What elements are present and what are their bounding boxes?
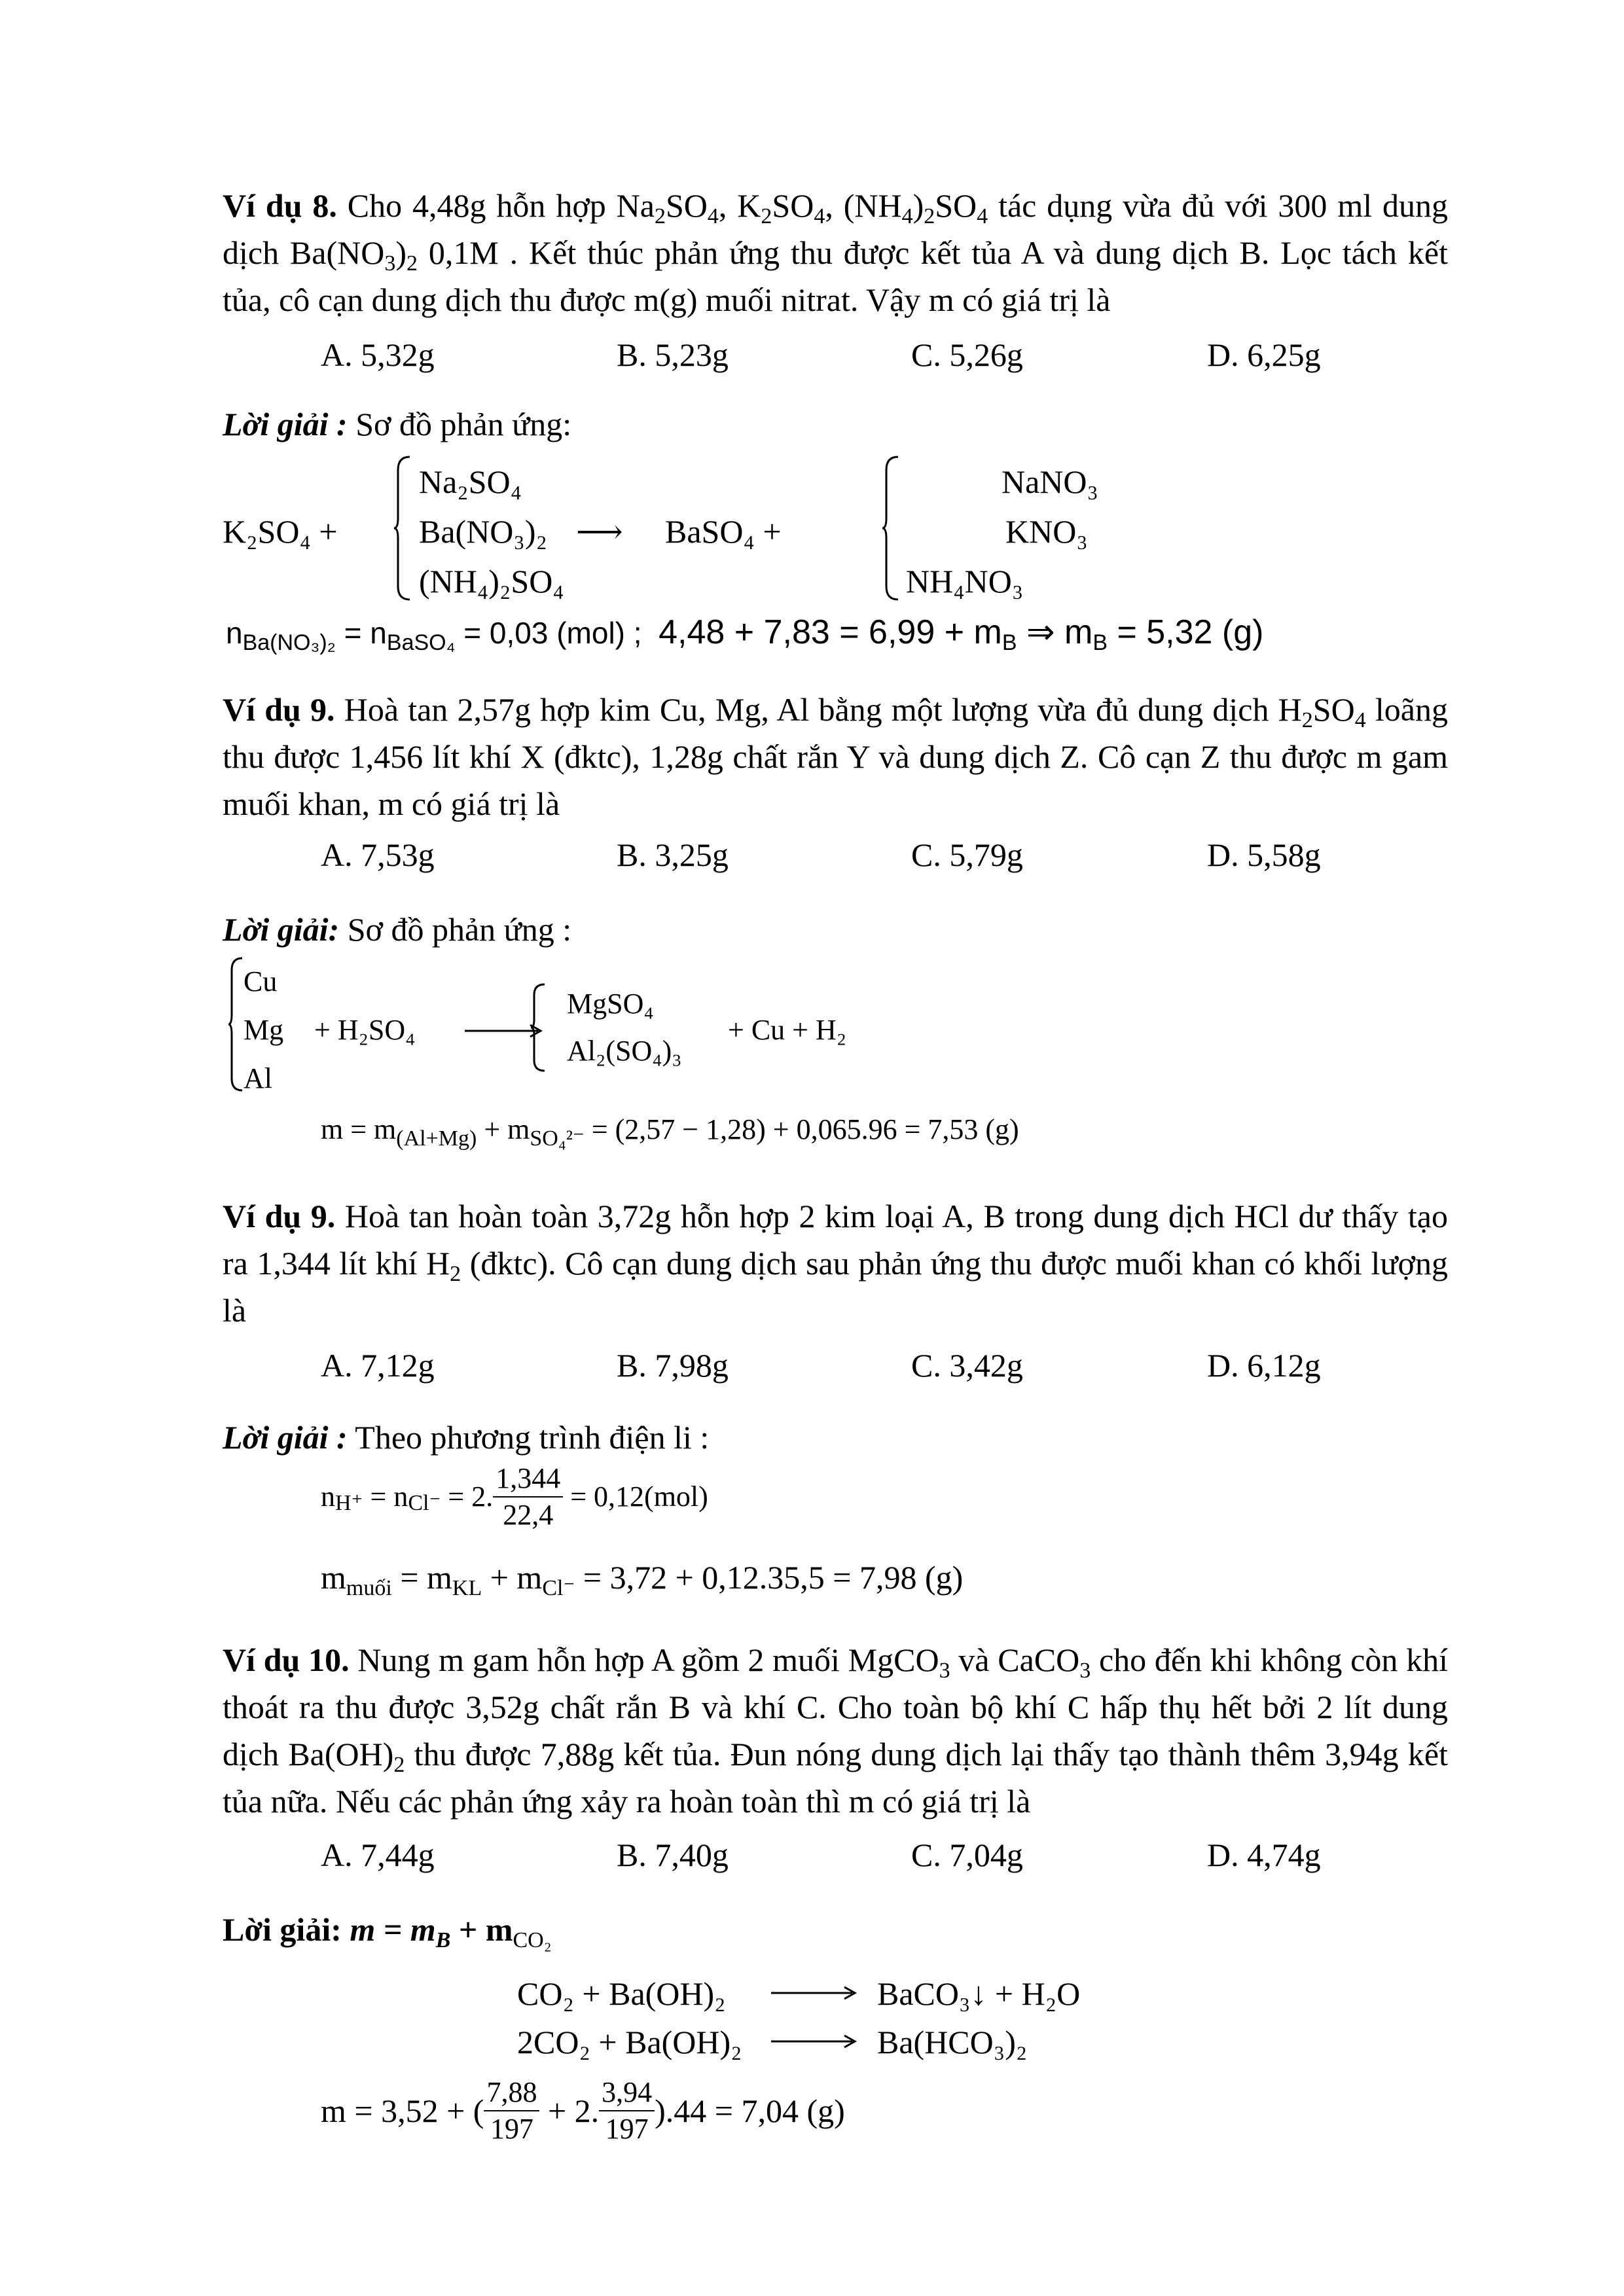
example-9a-question xyxy=(223,686,1448,827)
example-9b-solution-heading: Lời giải : Theo phương trình điện li : xyxy=(223,1419,710,1456)
option-b: B. 5,23g xyxy=(617,336,729,373)
reaction-arrow xyxy=(771,1983,857,2003)
example-9a-solution-heading: Lời giải: Sơ đồ phản ứng : xyxy=(223,911,572,948)
example-9b-equation-2: $m_{muối} = m_{KL} + m_{Cl^-} = 3,72 + 0,12.35,5 = 7,98$ (g) xyxy=(321,1559,964,1600)
example-8-title: Ví dụ 8. xyxy=(223,187,337,224)
example-9a-title: Ví dụ 9. xyxy=(223,691,335,728)
option-b: B. 7,98g xyxy=(617,1347,729,1384)
example-8-solution-heading: Lời giải : Sơ đồ phản ứng: xyxy=(223,406,572,442)
option-c: C. 5,26g xyxy=(911,336,1023,373)
example-9a-equation: $m = m_{(Al+Mg)} + m_{SO_4^{2-}} = (2,57 - 1,28) + 0,065.96 = 7,53$ (g) xyxy=(321,1113,1019,1151)
option-b: B. 3,25g xyxy=(617,836,729,873)
fraction: $\frac{7,88}{197}$ xyxy=(484,2075,539,2147)
example-10-final-equation: m = 3,52 + ( $\frac{7,88}{197}$ + 2. $\frac{3,94}{197}$ ).44 = 7,04 (g) xyxy=(321,2075,845,2147)
left-brace xyxy=(228,956,244,1093)
left-brace xyxy=(393,454,412,602)
fraction: $\frac{3,94}{197}$ xyxy=(599,2075,655,2147)
option-a: A. 5,32g xyxy=(321,336,435,373)
example-9a-text: Ví dụ 9. Hoà tan 2,57g hợp kim Cu, Mg, Al bằng một lượng vừa đủ dung dịch $H_2SO_4$ loãng thu được 1,456 lít khí X (đktc), 1,28g chất rắn Y và dung dịch Z. Cô cạn Z thu được m gam muối khan, m có giá trị là xyxy=(223,691,1448,822)
example-9b-text: Ví dụ 9. Hoà tan hoàn toàn 3,72g hỗn hợp 2 kim loại A, B trong dung dịch HCl dư thấy tạo ra 1,344 lít khí $H_2$ (đktc). Cô cạn dung dịch sau phản ứng thu được muối khan có khối lượng là xyxy=(223,1198,1448,1329)
option-d: D. 6,25g xyxy=(1207,336,1321,373)
reaction-arrow: ⟶ xyxy=(576,513,623,550)
example-10-solution-heading: Lời giải: $m = m_B + m_{CO_2}$ xyxy=(223,1911,552,1952)
option-a: A. 7,44g xyxy=(321,1837,435,1873)
option-d: D. 6,12g xyxy=(1207,1347,1321,1384)
option-c: C. 7,04g xyxy=(911,1837,1023,1873)
option-d: D. 5,58g xyxy=(1207,836,1321,873)
fraction: $\frac{1,344}{22,4}$ xyxy=(493,1461,563,1533)
example-9b-title: Ví dụ 9. xyxy=(223,1198,336,1234)
example-10-text: Ví dụ 10. Nung m gam hỗn hợp A gồm 2 muối MgCO$_3$ và CaCO$_3$ cho đến khi không còn khí thoát ra thu được 3,52g chất rắn B và khí C. Cho toàn bộ khí C hấp thụ hết bởi 2 lít dung dịch $Ba(OH)_2$ thu được 7,88g kết tủa. Đun nóng dung dịch lại thấy tạo thành thêm 3,94g kết tủa nữa. Nếu các phản ứng xảy ra hoàn toàn thì m có giá trị là xyxy=(223,1641,1448,1820)
option-c: C. 5,79g xyxy=(911,836,1023,873)
left-brace xyxy=(530,982,546,1073)
left-brace xyxy=(881,454,901,602)
example-9b-options xyxy=(321,1342,1434,1389)
option-a: A. 7,12g xyxy=(321,1347,435,1384)
example-8-options xyxy=(321,331,1434,378)
example-9b-equation-1: $n_{H^+} = n_{Cl^-} = 2$. $\frac{1,344}{22,4}$ = 0,12(mol) xyxy=(321,1461,708,1533)
example-10-options xyxy=(321,1831,1434,1878)
example-8-question xyxy=(223,182,1448,323)
example-8-text: Ví dụ 8. Cho 4,48g hỗn hợp $Na_2SO_4$, $K_2SO_4$, $(NH_4)_2SO_4$ tác dụng vừa đủ với 300 ml dung dịch $Ba(NO_3)_2$ 0,1M . Kết thúc phản ứng thu được kết tủa A và dung dịch B. Lọc tách kết tủa, cô cạn dung dịch thu được m(g) muối nitrat. Vậy m có giá trị là xyxy=(223,187,1449,318)
reaction-arrow xyxy=(771,2032,857,2051)
example-10-question xyxy=(223,1636,1448,1825)
example-10-title: Ví dụ 10. xyxy=(223,1641,350,1678)
example-8-equation: $n_{Ba(NO_3)_2} = n_{BaSO_4} = 0,03$ (mol) ; $4,48 + 7,83 = 6,99 + m_B$ ⇒ $m_B = 5,32$ (g) xyxy=(226,613,1264,655)
option-b: B. 7,40g xyxy=(617,1837,729,1873)
example-9a-options xyxy=(321,831,1434,878)
example-9b-question xyxy=(223,1193,1448,1334)
option-a: A. 7,53g xyxy=(321,836,435,873)
option-c: C. 3,42g xyxy=(911,1347,1023,1384)
option-d: D. 4,74g xyxy=(1207,1837,1321,1873)
